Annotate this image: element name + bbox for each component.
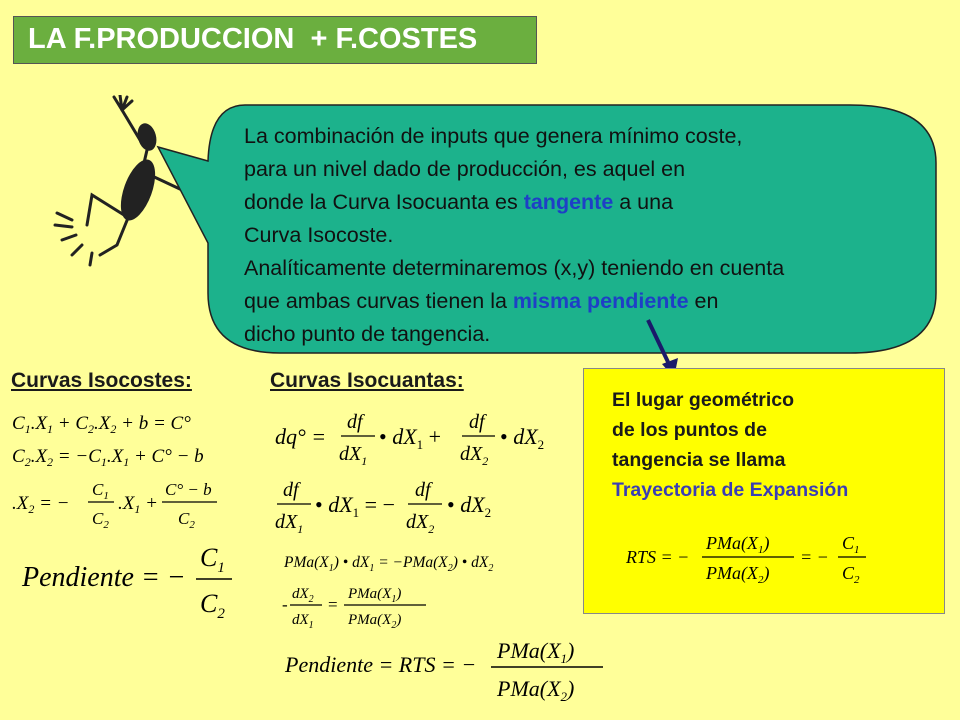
- svg-text:PMa(X1): $PMa(X_1)$: [348, 586, 402, 605]
- svg-text:C2: $C_2$: [842, 563, 860, 586]
- svg-text:C2.X2 = −C1.X1 + C° − b: $C_2.X_2 = -C_1.X_1 + C^\circ - b$: [12, 446, 204, 469]
- expansion-line: El lugar geométrico: [612, 389, 795, 411]
- svg-text:= −: = −: [800, 547, 829, 567]
- svg-text:RTS = −: RTS = −: [626, 547, 690, 567]
- highlight-misma-pendiente: misma pendiente: [512, 289, 689, 313]
- svg-text:PMa(X1) • dX1 = −PMa(X2) • dX2: $PMa(X_1)$ • $dX_1 = -PMa(X_2)$ • $dX_2$: [284, 554, 494, 574]
- svg-text:Pendiente = −: Pendiente = −: [22, 562, 186, 593]
- svg-text:• dX2: • $dX_2$: [447, 492, 492, 520]
- pendiente-rts: [285, 636, 615, 706]
- svg-text:PMa(X2): $PMa(X_2)$: [348, 612, 402, 631]
- svg-text:C1.X1 + C2.X2 + b = C°: $C_1.X_1 + C_2.X_2 + b = C^\circ$: [12, 413, 191, 436]
- svg-text:PMa(X2): $PMa(X_2)$: [706, 563, 770, 586]
- svg-text:df: df: [415, 479, 431, 501]
- svg-text:C1: $C_1$: [200, 543, 225, 576]
- svg-text:C2: $C_2$: [178, 509, 195, 531]
- svg-text:dX2: $dX_2$: [460, 443, 489, 468]
- bubble-text-span: a una: [613, 190, 674, 214]
- svg-text:df: df: [469, 411, 485, 433]
- svg-text:C2: $C_2$: [92, 509, 109, 531]
- svg-text:dX2: $dX_2$: [292, 586, 314, 605]
- svg-text:.X1 +: $.X_1$ +: [118, 493, 158, 516]
- svg-text:PMa(X1): $PMa(X_1)$: [706, 533, 770, 556]
- isocuanta-equality: [275, 476, 565, 536]
- svg-text:dX1: $dX_1$: [292, 612, 314, 631]
- svg-text:.X2 = −: $.X_2$ = −: [12, 493, 70, 516]
- expansion-term: Trayectoria de Expansión: [612, 479, 849, 501]
- bubble-line: La combinación de inputs que genera mínimo coste,: [244, 124, 743, 148]
- expansion-line: de los puntos de: [612, 419, 767, 441]
- isocostes-heading: Curvas Isocostes:: [11, 369, 192, 392]
- dx-ratio: [282, 580, 442, 635]
- bubble-line: Curva Isocoste.: [244, 223, 394, 247]
- expansion-text: [612, 385, 848, 505]
- svg-text:dq° =: dq° =: [275, 424, 327, 449]
- bubble-text: [244, 120, 924, 351]
- pendiente-isocoste: [22, 542, 252, 622]
- bubble-line: Analíticamente determinaremos (x,y) teniendo en cuenta: [244, 256, 785, 280]
- expansion-path-box: [583, 368, 945, 614]
- svg-text:dX1: $dX_1$: [339, 443, 368, 468]
- svg-text:df: df: [283, 479, 299, 501]
- svg-text:C1: $C_1$: [842, 533, 860, 556]
- svg-text:C2: $C_2$: [200, 589, 225, 622]
- isocoste-equations: [10, 402, 260, 531]
- svg-text:• dX1 +: • $dX_1$ +: [379, 424, 442, 452]
- pma-equality: [284, 545, 574, 575]
- expansion-line: tangencia se llama: [612, 449, 786, 471]
- svg-text:-: -: [282, 595, 288, 614]
- bubble-text-span: donde la Curva Isocuanta es: [244, 190, 524, 214]
- bubble-text-span: que ambas curvas tienen la: [244, 289, 513, 313]
- isocuanta-differential: [275, 408, 565, 478]
- svg-text:PMa(X1): $PMa(X_1)$: [497, 638, 575, 666]
- slide-title: LA F.PRODUCCION + F.COSTES: [13, 16, 537, 64]
- bubble-line: para un nivel dado de producción, es aquel en: [244, 157, 686, 181]
- bubble-text-span: en: [688, 289, 719, 313]
- svg-text:• dX2: • $dX_2$: [500, 424, 545, 452]
- highlight-tangente: tangente: [523, 190, 614, 214]
- bubble-line: [244, 285, 924, 318]
- svg-text:C° − b: C° − b: [165, 480, 212, 499]
- svg-text:dX2: $dX_2$: [406, 511, 435, 536]
- svg-text:dX1: $dX_1$: [275, 511, 304, 536]
- svg-text:df: df: [347, 411, 363, 433]
- svg-text:C1: $C_1$: [92, 480, 109, 502]
- bubble-line: [244, 186, 924, 219]
- svg-text:PMa(X2): $PMa(X_2)$: [497, 676, 575, 704]
- svg-text:• dX1 = −: • $dX_1$ = −: [315, 492, 395, 520]
- svg-text:=: =: [328, 595, 338, 614]
- rts-equation: [626, 529, 926, 589]
- bubble-line: dicho punto de tangencia.: [244, 322, 491, 346]
- isocuantas-heading: Curvas Isocuantas:: [270, 369, 464, 392]
- svg-text:Pendiente = RTS = −: Pendiente = RTS = −: [285, 652, 477, 677]
